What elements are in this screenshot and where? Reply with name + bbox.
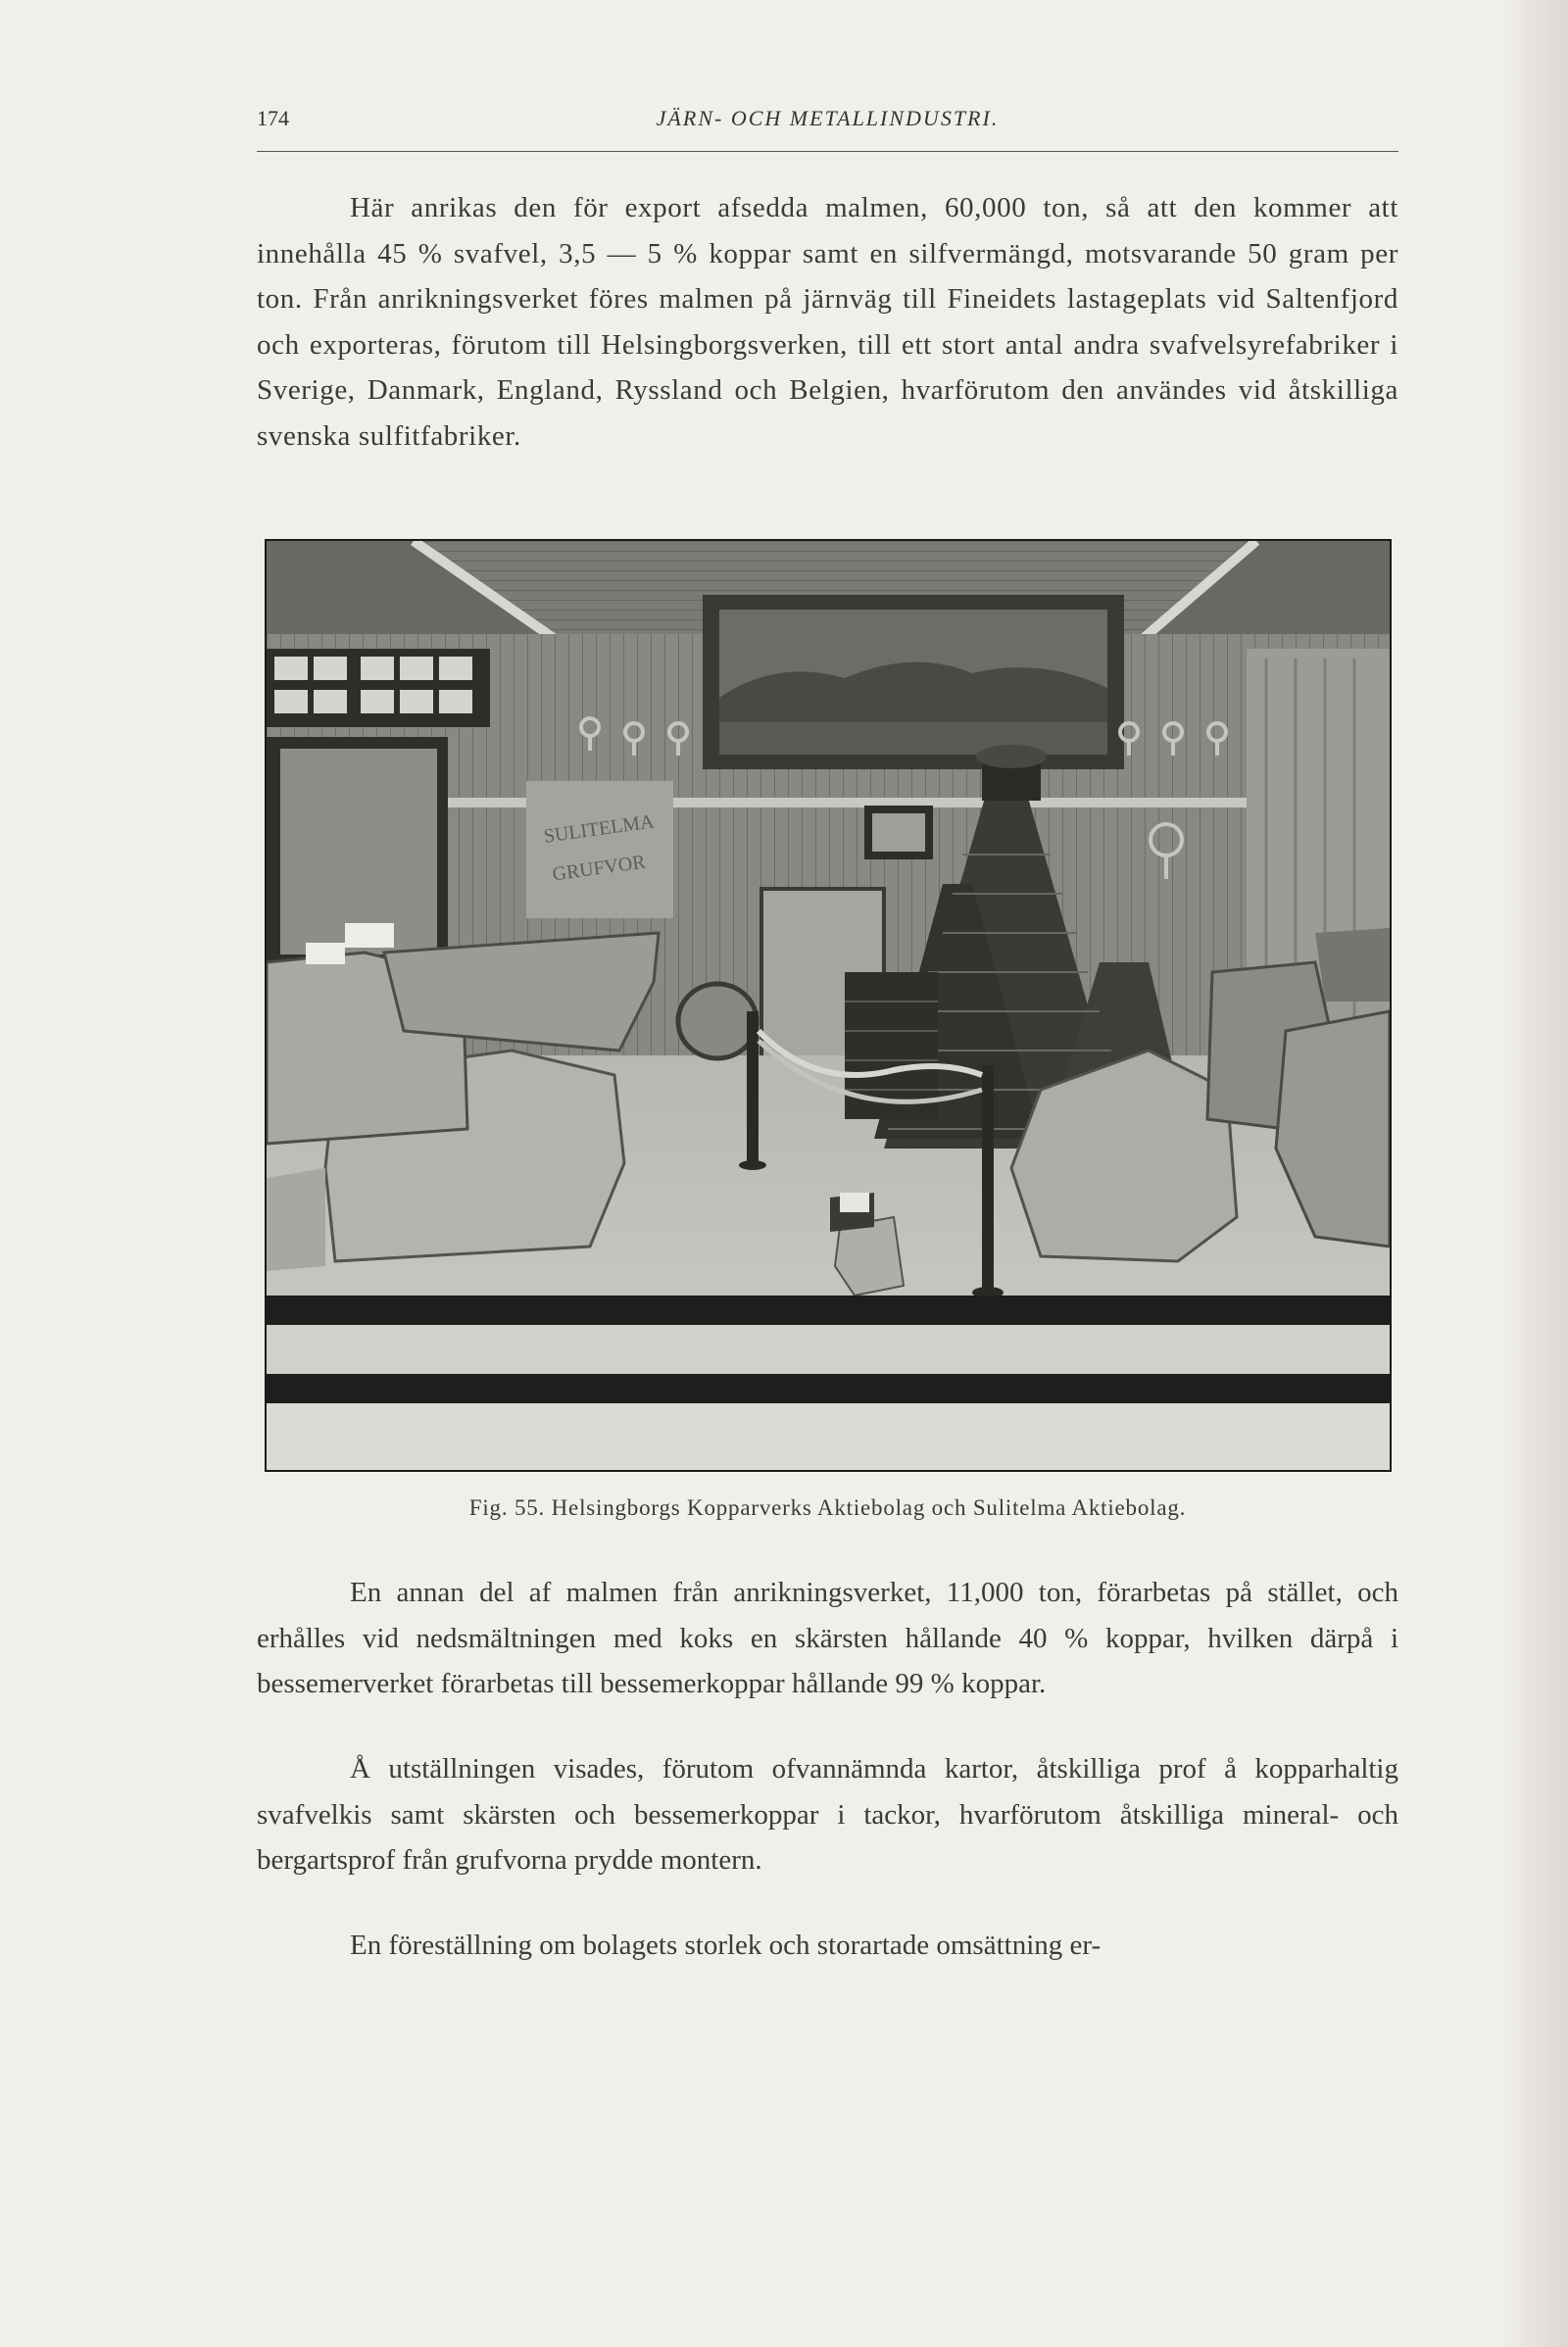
signboard: [526, 781, 673, 918]
sign-text-2: GRUFVOR: [551, 851, 648, 886]
page-number: 174: [257, 106, 289, 130]
paragraph-4: En föreställning om bolagets storlek och storartade omsättning er-: [350, 1930, 1102, 1961]
paragraph-3: Å utställningen visades, förutom ofvannämnda kartor, åtskilliga prof å kopparhaltig svafvelkis samt skärsten och bessemerkoppar i tackor, hvarförutom åtskilliga mineral- och bergartsprof från grufvorna prydde montern.: [257, 1753, 1398, 1876]
page-edge-shadow: [1499, 0, 1568, 2347]
page-header: [257, 106, 1398, 152]
sign-text-1: SULITELMA: [542, 810, 656, 848]
paragraph-2: En annan del af malmen från anrikningsverket, 11,000 ton, förarbetas på stället, och erhålles vid nedsmältningen med koks en skärsten hållande 40 % koppar, hvilken därpå i bessemerverket förarbetas till bessemerkoppar hållande 99 % koppar.: [257, 1577, 1398, 1699]
paragraph-1: Här anrikas den för export afsedda malmen, 60,000 ton, så att den kommer att innehålla 45 % svafvel, 3,5 — 5 % koppar samt en silfvermängd, motsvarande 50 gram per ton. Från anrikningsverket föres malmen på järnväg till Fineidets lastageplats vid Saltenfjord och exporteras, förutom till Helsingborgsverken, till ett stort antal andra svafvelsyrefabriker i Sverige, Danmark, England, Ryssland och Belgien, hvarförutom den användes vid åtskilliga svenska sulfitfabriker.: [257, 192, 1398, 452]
exhibition-photograph: [265, 539, 1392, 1472]
platform-edge: [267, 1296, 1390, 1325]
figure-caption: Fig. 55. Helsingborgs Kopparverks Aktiebolag och Sulitelma Aktiebolag.: [468, 1495, 1187, 1520]
running-title: JÄRN- OCH METALLINDUSTRI.: [656, 106, 1000, 130]
